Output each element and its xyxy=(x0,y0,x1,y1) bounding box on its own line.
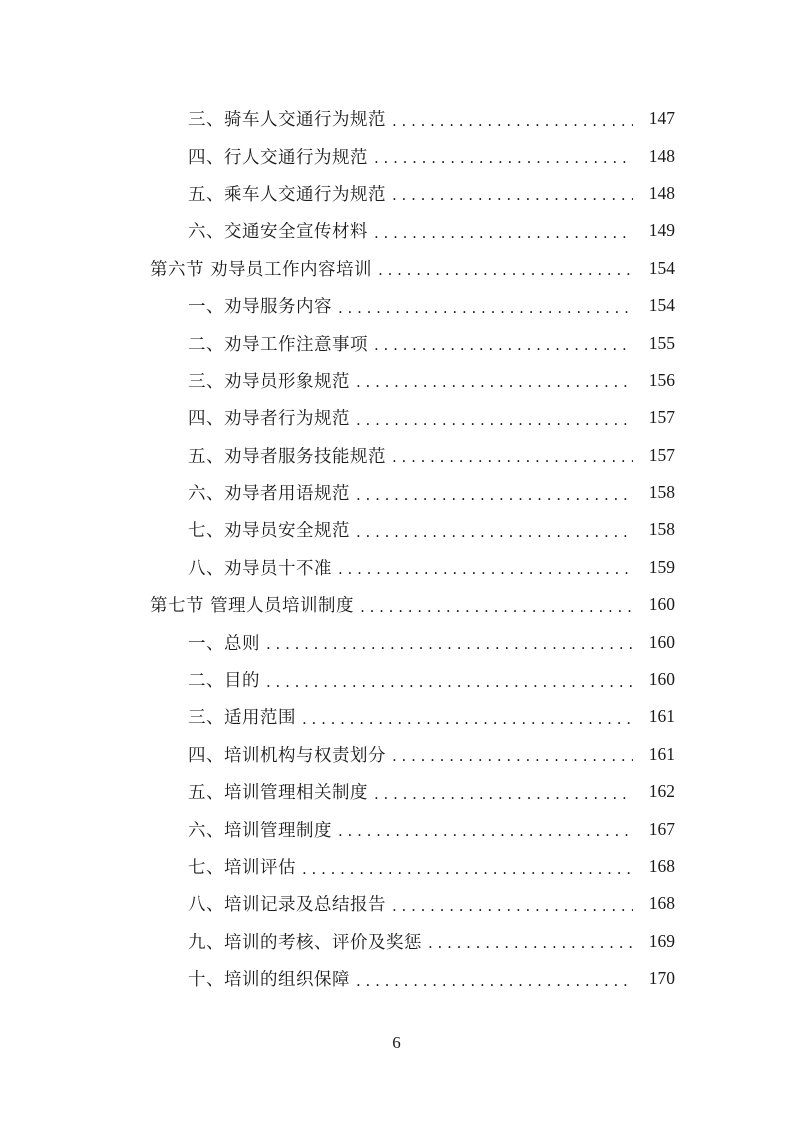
toc-entry-page-number: 154 xyxy=(648,257,675,278)
toc-entry-label: 第六节 劝导员工作内容培训 xyxy=(150,259,373,280)
toc-subsection-entry[interactable] xyxy=(0,511,793,548)
toc-subsection-entry[interactable] xyxy=(0,549,793,586)
toc-dot-leader xyxy=(338,299,633,317)
toc-subsection-entry[interactable] xyxy=(0,623,793,660)
toc-dot-leader xyxy=(356,373,633,391)
toc-entry-page-number: 167 xyxy=(648,818,675,839)
toc-subsection-entry[interactable] xyxy=(0,324,793,361)
toc-entry-page-number: 155 xyxy=(648,332,675,353)
toc-dot-leader xyxy=(374,336,633,354)
toc-entry-label: 一、总则 xyxy=(188,633,260,654)
toc-subsection-entry[interactable] xyxy=(0,661,793,698)
toc-entry-page-number: 160 xyxy=(648,669,675,690)
toc-entry-label: 九、培训的考核、评价及奖惩 xyxy=(188,932,422,953)
toc-entry-page-number: 160 xyxy=(648,594,675,615)
toc-entry-label: 二、劝导工作注意事项 xyxy=(188,334,368,355)
toc-entry-page-number: 159 xyxy=(648,556,675,577)
toc-entry-label: 四、培训机构与权责划分 xyxy=(188,745,386,766)
toc-entry-page-number: 169 xyxy=(648,930,675,951)
toc-entry-label: 一、劝导服务内容 xyxy=(188,297,332,318)
toc-subsection-entry[interactable] xyxy=(0,137,793,174)
toc-subsection-entry[interactable] xyxy=(0,736,793,773)
toc-dot-leader xyxy=(428,934,633,952)
toc-dot-leader xyxy=(392,747,633,765)
toc-entry-page-number: 158 xyxy=(648,519,675,540)
toc-entry-page-number: 154 xyxy=(648,295,675,316)
toc-entry-label: 八、培训记录及总结报告 xyxy=(188,895,386,916)
toc-subsection-entry[interactable] xyxy=(0,698,793,735)
toc-entry-page-number: 170 xyxy=(648,968,675,989)
toc-entry-label: 七、培训评估 xyxy=(188,858,296,878)
toc-subsection-entry[interactable] xyxy=(0,399,793,436)
toc-entry-label: 五、劝导者服务技能规范 xyxy=(188,446,386,467)
footer-page-number: 6 xyxy=(392,1033,401,1052)
toc-entry-page-number: 149 xyxy=(648,220,675,241)
toc-dot-leader xyxy=(356,411,633,429)
toc-dot-leader xyxy=(338,822,633,840)
toc-entry-label: 六、培训管理制度 xyxy=(188,820,332,841)
toc-entry-label: 二、目的 xyxy=(188,671,260,692)
toc-entry-label: 三、适用范围 xyxy=(188,708,296,729)
toc-entry-label: 五、乘车人交通行为规范 xyxy=(188,184,386,205)
toc-entry-page-number: 158 xyxy=(648,482,675,503)
toc-dot-leader xyxy=(374,224,633,242)
toc-dot-leader xyxy=(338,560,633,578)
toc-dot-leader xyxy=(356,486,633,504)
toc-entry-page-number: 157 xyxy=(648,444,675,465)
toc-subsection-entry[interactable] xyxy=(0,885,793,922)
toc-entry-label: 十、培训的组织保障 xyxy=(188,970,350,991)
toc-dot-leader xyxy=(374,149,633,167)
toc-subsection-entry[interactable] xyxy=(0,810,793,847)
toc-entry-label: 六、劝导者用语规范 xyxy=(188,484,350,505)
toc-dot-leader xyxy=(302,860,633,878)
toc-dot-leader xyxy=(360,598,633,616)
toc-section-entry[interactable] xyxy=(0,250,793,287)
toc-subsection-entry[interactable] xyxy=(0,437,793,474)
toc-dot-leader xyxy=(392,186,633,204)
toc-entry-page-number: 147 xyxy=(648,108,675,129)
toc-entry-page-number: 161 xyxy=(648,706,675,727)
toc-subsection-entry[interactable] xyxy=(0,362,793,399)
toc-subsection-entry[interactable] xyxy=(0,287,793,324)
toc-dot-leader xyxy=(266,635,633,653)
toc-entry-label: 四、劝导者行为规范 xyxy=(188,409,350,430)
toc-entry-label: 第七节 管理人员培训制度 xyxy=(150,596,355,617)
toc-entry-page-number: 162 xyxy=(648,781,675,802)
toc-entry-label: 八、劝导员十不准 xyxy=(188,558,332,579)
toc-entry-page-number: 148 xyxy=(648,145,675,166)
toc-entry-label: 六、交通安全宣传材料 xyxy=(188,222,368,243)
toc-entry-page-number: 168 xyxy=(648,893,675,914)
toc-entry-page-number: 168 xyxy=(648,856,675,876)
toc-entry-label: 三、劝导员形象规范 xyxy=(188,371,350,392)
toc-dot-leader xyxy=(392,112,633,130)
toc-entry-page-number: 148 xyxy=(648,182,675,203)
toc-subsection-entry[interactable] xyxy=(0,773,793,810)
toc-dot-leader xyxy=(356,972,633,990)
toc-entry-label: 四、行人交通行为规范 xyxy=(188,147,368,168)
toc-subsection-entry[interactable] xyxy=(0,212,793,249)
toc-dot-leader xyxy=(356,523,633,541)
toc-subsection-entry[interactable] xyxy=(0,848,793,885)
toc-entry-page-number: 161 xyxy=(648,743,675,764)
toc-entry-page-number: 157 xyxy=(648,407,675,428)
toc-subsection-entry[interactable] xyxy=(0,175,793,212)
table-of-contents xyxy=(0,100,793,997)
toc-subsection-entry[interactable] xyxy=(0,474,793,511)
toc-entry-page-number: 156 xyxy=(648,369,675,390)
toc-dot-leader xyxy=(302,710,633,728)
toc-entry-label: 三、骑车人交通行为规范 xyxy=(188,110,386,131)
toc-subsection-entry[interactable] xyxy=(0,923,793,960)
toc-dot-leader xyxy=(374,785,633,803)
toc-section-entry[interactable] xyxy=(0,586,793,623)
toc-subsection-entry[interactable] xyxy=(0,960,793,997)
toc-dot-leader xyxy=(266,673,633,691)
toc-entry-page-number: 160 xyxy=(648,631,675,652)
toc-dot-leader xyxy=(378,261,633,279)
toc-entry-label: 七、劝导员安全规范 xyxy=(188,521,350,542)
toc-entry-label: 五、培训管理相关制度 xyxy=(188,783,368,804)
toc-dot-leader xyxy=(392,897,633,915)
toc-subsection-entry[interactable] xyxy=(0,100,793,137)
toc-dot-leader xyxy=(392,448,633,466)
